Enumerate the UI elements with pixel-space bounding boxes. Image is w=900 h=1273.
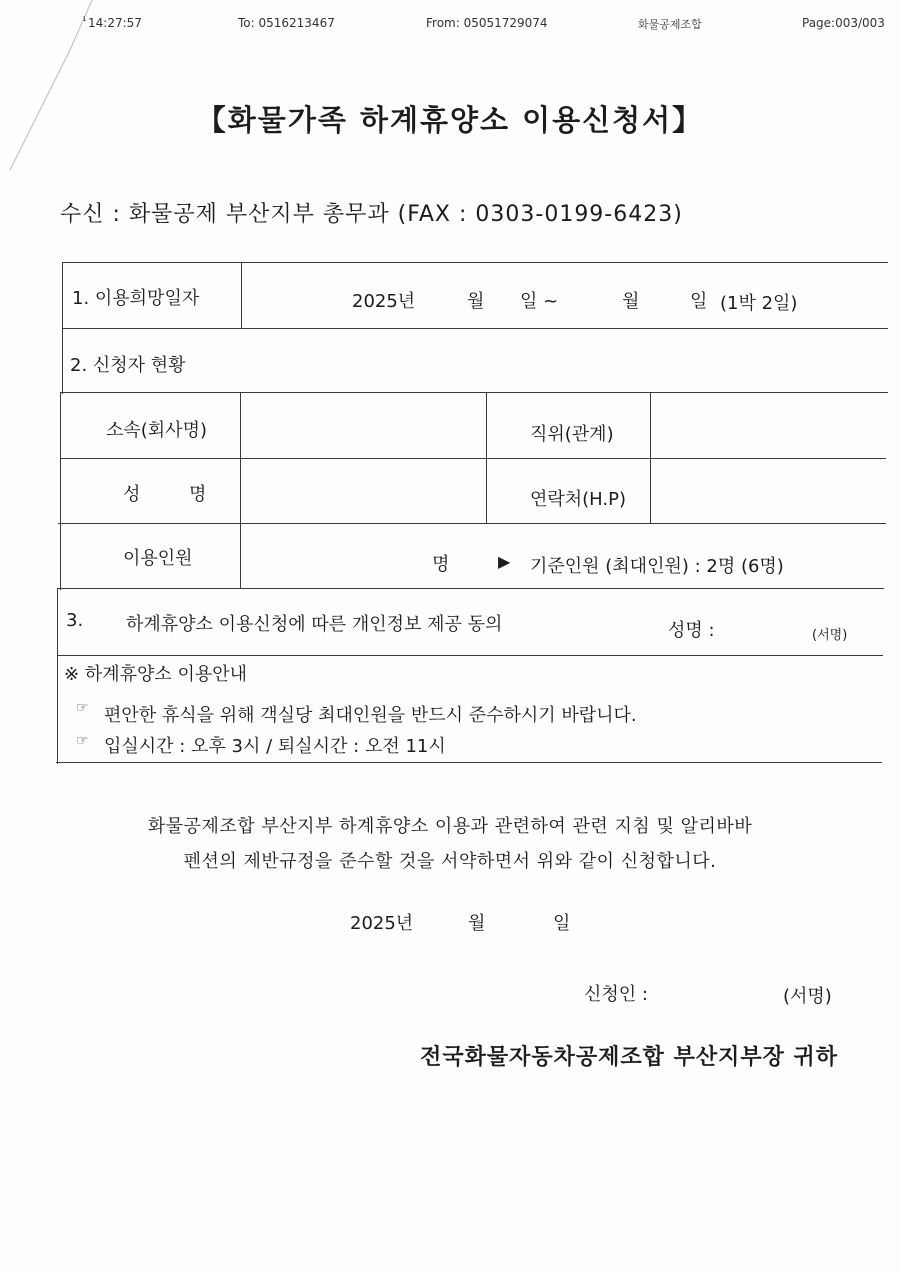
contact-label: 연락처(H.P) (530, 489, 627, 510)
desired-month-start: 월 (467, 291, 485, 312)
stay-duration: (1박 2일) (720, 293, 798, 314)
fax-page: Page:003/003 (802, 16, 885, 30)
pledge-line-2: 펜션의 제반규정을 준수할 것을 서약하면서 위와 같이 신청합니다. (183, 851, 717, 872)
consent-signature-hint: (서명) (812, 628, 848, 643)
consent-number: 3. (66, 610, 84, 631)
fax-from: From: 05051729074 (426, 16, 548, 30)
contact-field[interactable] (654, 461, 884, 521)
desired-day-start: 일 ~ (520, 291, 559, 312)
applicant-signature-hint: (서명) (783, 986, 832, 1007)
consent-signature-label: 성명 : (668, 620, 715, 641)
notice-line-checkin: 입실시간 : 오후 3시 / 퇴실시간 : 오전 11시 (104, 736, 446, 757)
desired-day-end: 일 (690, 291, 708, 312)
table-line (57, 655, 883, 656)
position-label: 직위(관계) (530, 424, 614, 445)
pointing-hand-icon: ☞ (76, 700, 89, 716)
affiliation-field[interactable] (244, 396, 484, 456)
notice-title: ※ 하계휴양소 이용안내 (64, 664, 248, 685)
desired-year: 2025년 (352, 291, 416, 312)
table-line (58, 588, 884, 589)
position-field[interactable] (654, 396, 884, 456)
table-line (62, 262, 888, 263)
section-applicant-status: 2. 신청자 현황 (70, 355, 186, 376)
name-label-part1: 성 (123, 484, 141, 505)
name-label-part2: 명 (189, 484, 207, 505)
applicant-label: 신청인 : (584, 984, 648, 1005)
application-year: 2025년 (350, 913, 414, 934)
applicant-signature-field[interactable] (680, 972, 780, 1008)
table-line (56, 762, 882, 763)
table-line (62, 328, 888, 329)
notice-line-capacity: 편안한 휴식을 위해 객실당 최대인원을 반드시 준수하시기 바랍니다. (104, 705, 637, 726)
consent-text: 하계휴양소 이용신청에 따른 개인정보 제공 동의 (126, 614, 503, 635)
page-title: 【화물가족 하계휴양소 이용신청서】 (196, 103, 704, 137)
application-month: 월 (468, 913, 486, 934)
table-line (60, 392, 888, 393)
addressee-footer: 전국화물자동차공제조합 부산지부장 귀하 (420, 1045, 838, 1070)
corner-mark: ¹ (82, 14, 87, 28)
recipient-line: 수신 : 화물공제 부산지부 총무과 (FAX : 0303-0199-6423) (60, 202, 683, 227)
standard-capacity-text: 기준인원 (최대인원) : 2명 (6명) (530, 556, 784, 577)
application-day: 일 (553, 913, 571, 934)
table-line (60, 458, 886, 459)
arrow-icon: ▶ (498, 552, 511, 571)
affiliation-label: 소속(회사명) (106, 420, 207, 441)
desired-month-end: 월 (622, 291, 640, 312)
table-line (241, 262, 242, 328)
fax-time: 14:27:57 (88, 16, 142, 30)
fax-header (0, 16, 900, 40)
fax-to: To: 0516213467 (238, 16, 335, 30)
table-line (486, 392, 487, 523)
users-count-field[interactable] (244, 526, 424, 586)
table-line (62, 262, 63, 394)
table-line (58, 523, 886, 524)
pledge-line-1: 화물공제조합 부산지부 하계휴양소 이용과 관련하여 관련 지침 및 알리바바 (147, 816, 753, 837)
users-label: 이용인원 (123, 548, 193, 569)
name-field[interactable] (244, 461, 484, 521)
pointing-hand-icon: ☞ (76, 733, 89, 749)
table-line (650, 392, 651, 523)
fax-org: 화물공제조합 (638, 18, 702, 31)
table-line (57, 588, 58, 764)
table-line (240, 392, 241, 588)
row-label-desired-date: 1. 이용희망일자 (72, 288, 200, 309)
users-unit: 명 (432, 554, 450, 575)
table-line (60, 392, 61, 590)
